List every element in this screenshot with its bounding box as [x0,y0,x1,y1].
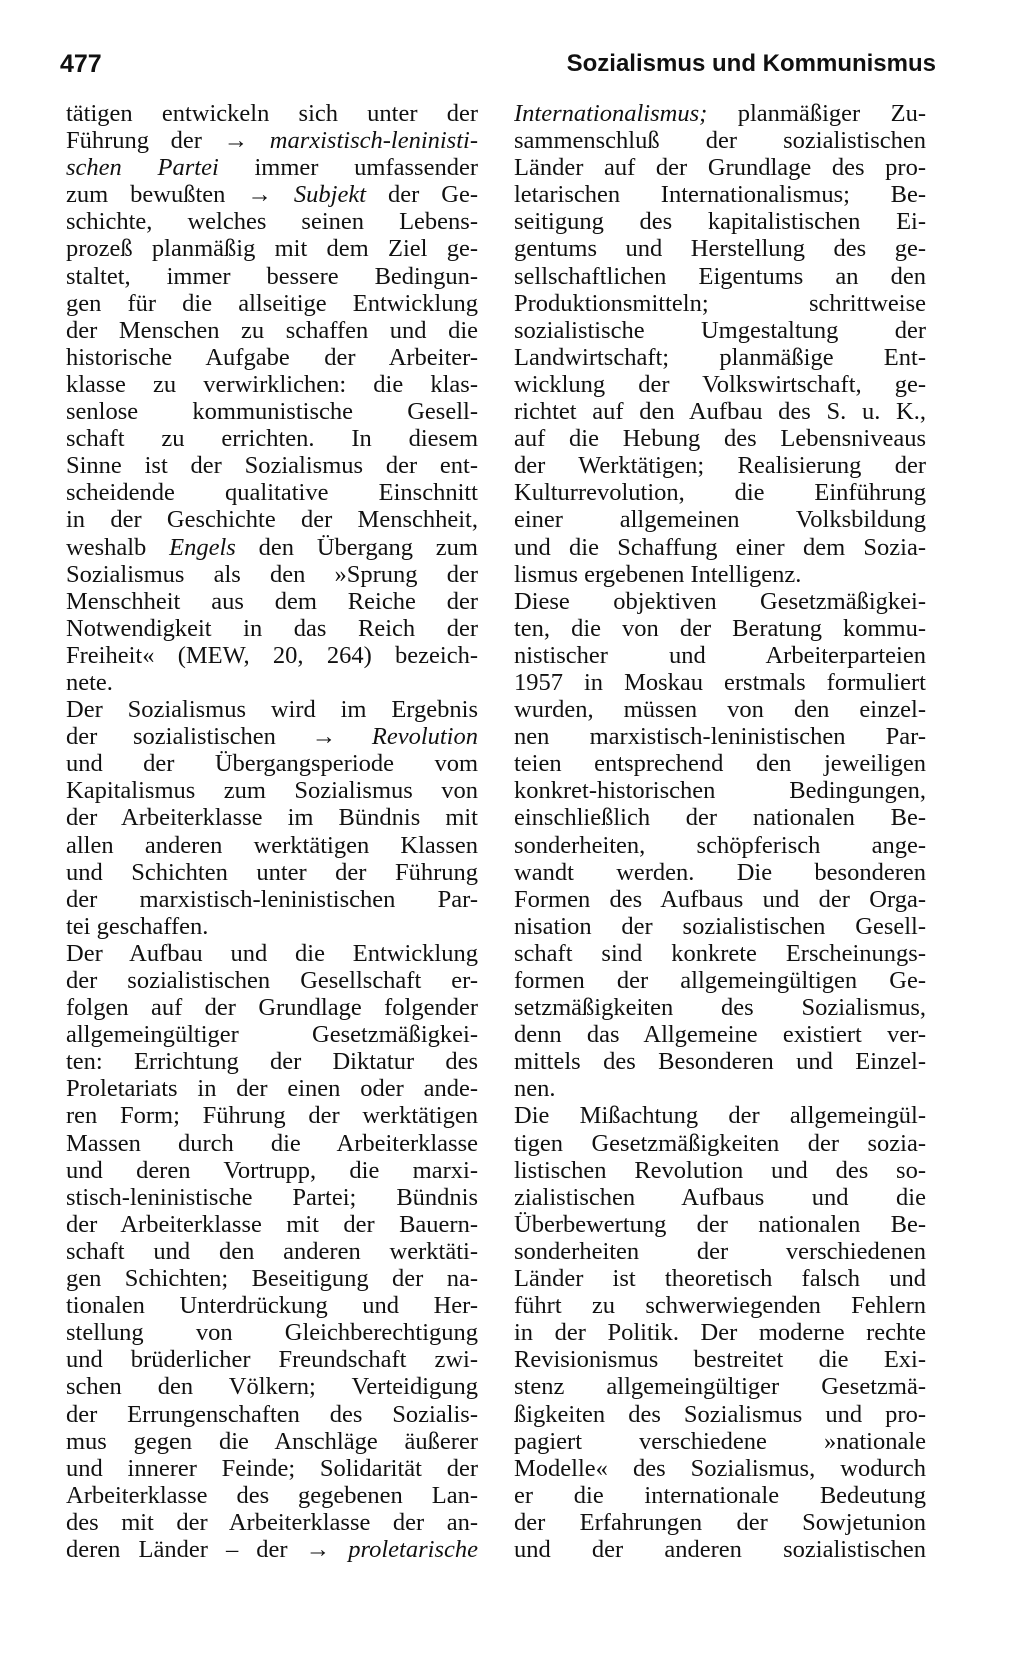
text-line: zum bewußten → Subjekt der Ge- [66,181,478,209]
text-line: sellschaftlichen Eigentums an den [514,262,926,290]
text-line: historische Aufgabe der Arbeiter- [66,343,478,371]
text-line: teien entsprechend den jeweiligen [514,750,926,778]
text-line: prozeß planmäßig mit dem Ziel ge- [66,235,478,263]
text-line: einer allgemeinen Volksbildung [514,506,926,534]
text-line: Freiheit« (MEW, 20, 264) bezeich- [66,641,478,669]
text-line: staltet, immer bessere Bedingun- [66,262,478,290]
text-line: scheidende qualitative Einschnitt [66,479,478,507]
text-line: wicklung der Volkswirtschaft, ge- [514,370,926,398]
text-line: stellung von Gleichberechtigung [66,1319,478,1347]
text-line: der sozialistischen → Revolution [66,723,478,751]
text-line: allen anderen werktätigen Klassen [66,831,478,859]
text-line: der sozialistischen Gesellschaft er- [66,967,478,994]
text-line: der Arbeiterklasse mit der Bauern- [66,1210,478,1238]
text-line: gen für die allseitige Entwicklung [66,289,478,317]
text-line: nen. [514,1075,556,1103]
text-line: folgen auf der Grundlage folgender [66,994,478,1022]
text-line: tei geschaffen. [66,912,209,940]
text-line: 1957 in Moskau erstmals formuliert [514,668,926,696]
text-line: Diese objektiven Gesetzmäßigkei- [514,587,926,615]
left-text-column [66,100,478,1563]
text-line: zialistischen Aufbaus und die [514,1183,926,1211]
text-line: ten: Errichtung der Diktatur des [66,1048,478,1076]
text-line: er die internationale Bedeutung [514,1481,926,1509]
text-line: allgemeingültiger Gesetzmäßigkei- [66,1021,478,1049]
text-line: Der Sozialismus wird im Ergebnis [66,696,478,724]
text-line: Proletariats in der einen oder ande- [66,1075,478,1103]
text-line: mittels des Besonderen und Einzel- [514,1048,926,1076]
text-line: stenz allgemeingültiger Gesetzmä- [514,1373,926,1401]
text-line: gen Schichten; Beseitigung der na- [66,1265,478,1293]
text-line: sonderheiten, schöpferisch ange- [514,831,926,859]
text-line: stisch-leninistische Partei; Bündnis [66,1183,478,1211]
text-line: der Errungenschaften des Sozialis- [66,1400,478,1428]
text-line: Notwendigkeit in das Reich der [66,614,478,642]
text-line: und die Schaffung einer dem Sozia- [514,533,926,561]
text-line: lismus ergebenen Intelligenz. [514,560,802,588]
text-line: Der Aufbau und die Entwicklung [66,939,478,967]
text-line: Sozialismus als den »Sprung der [66,560,478,588]
text-line: ßigkeiten des Sozialismus und pro- [514,1400,926,1428]
text-line: listischen Revolution und des so- [514,1156,926,1184]
right-text-column [514,100,926,1563]
text-line: der Erfahrungen der Sowjetunion [514,1508,926,1536]
text-line: wurden, müssen von den einzel- [514,696,926,724]
text-line: Länder ist theoretisch falsch und [514,1265,926,1293]
text-line: setzmäßigkeiten des Sozialismus, [514,994,926,1022]
text-line: und deren Vortrupp, die marxi- [66,1156,478,1184]
text-line: richtet auf den Aufbau des S. u. K., [514,398,926,426]
text-line: schaft zu errichten. In diesem [66,425,478,453]
text-line: Die Mißachtung der allgemeingül- [514,1102,926,1130]
text-line: konkret-historischen Bedingungen, [514,777,926,805]
text-line: sozialistische Umgestaltung der [514,316,926,344]
text-line: des mit der Arbeiterklasse der an- [66,1508,478,1536]
text-line: schen den Völkern; Verteidigung [66,1373,478,1401]
text-line: in der Geschichte der Menschheit, [66,506,478,534]
text-line: und Schichten unter der Führung [66,858,478,886]
text-line: pagiert verschiedene »nationale [514,1427,926,1455]
text-line: tigen Gesetzmäßigkeiten der sozia- [514,1129,926,1157]
text-line: und der Übergangsperiode vom [66,750,478,778]
text-line: schen Partei immer umfassender [66,154,478,182]
text-line: senlose kommunistische Gesell- [66,398,478,426]
text-line: sonderheiten der verschiedenen [514,1237,926,1265]
text-line: der Menschen zu schaffen und die [66,316,478,344]
text-line: deren Länder – der → proletarische [66,1535,478,1563]
text-line: der Werktätigen; Realisierung der [514,452,926,480]
text-line: gentums und Herstellung des ge- [514,235,926,263]
text-line: der marxistisch-leninistischen Par- [66,885,478,913]
text-line: und brüderlicher Freundschaft zwi- [66,1346,478,1374]
page-number: 477 [60,50,102,78]
text-line: schaft sind konkrete Erscheinungs- [514,939,926,967]
text-line: mus gegen die Anschläge äußerer [66,1427,478,1455]
text-line: Menschheit aus dem Reiche der [66,587,478,615]
text-line: Kapitalismus zum Sozialismus von [66,777,478,805]
text-line: nistischer und Arbeiterparteien [514,641,926,669]
text-line: Internationalismus; planmäßiger Zu- [514,100,926,127]
text-line: nete. [66,668,113,696]
text-line: Revisionismus bestreitet die Exi- [514,1346,926,1374]
text-line: Modelle« des Sozialismus, wodurch [514,1454,926,1482]
text-line: schichte, welches seinen Lebens- [66,208,478,236]
text-line: der Arbeiterklasse im Bündnis mit [66,804,478,832]
text-line: nisation der sozialistischen Gesell- [514,912,926,940]
text-line: seitigung des kapitalistischen Ei- [514,208,926,236]
text-line: letarischen Internationalismus; Be- [514,181,926,209]
text-line: schaft und den anderen werktäti- [66,1237,478,1265]
text-line: tätigen entwickeln sich unter der [66,100,478,127]
text-line: formen der allgemeingültigen Ge- [514,967,926,994]
text-line: Massen durch die Arbeiterklasse [66,1129,478,1157]
text-line: Überbewertung der nationalen Be- [514,1210,926,1238]
text-line: weshalb Engels den Übergang zum [66,533,478,561]
text-line: einschließlich der nationalen Be- [514,804,926,832]
text-line: und der anderen sozialistischen [514,1535,926,1563]
text-line: Führung der → marxistisch-leninisti- [66,127,478,155]
text-line: Formen des Aufbaus und der Orga- [514,885,926,913]
text-line: in der Politik. Der moderne rechte [514,1319,926,1347]
text-line: ten, die von der Beratung kommu- [514,614,926,642]
text-line: Kulturrevolution, die Einführung [514,479,926,507]
text-line: nen marxistisch-leninistischen Par- [514,723,926,751]
text-line: ren Form; Führung der werktätigen [66,1102,478,1130]
text-line: auf die Hebung des Lebensniveaus [514,425,926,453]
running-head: Sozialismus und Kommunismus [566,50,936,77]
text-line: führt zu schwerwiegenden Fehlern [514,1292,926,1320]
text-line: Länder auf der Grundlage des pro- [514,154,926,182]
text-line: denn das Allgemeine existiert ver- [514,1021,926,1049]
text-line: sammenschluß der sozialistischen [514,127,926,155]
text-line: klasse zu verwirklichen: die klas- [66,370,478,398]
text-line: und innerer Feinde; Solidarität der [66,1454,478,1482]
text-line: Arbeiterklasse des gegebenen Lan- [66,1481,478,1509]
text-line: Sinne ist der Sozialismus der ent- [66,452,478,480]
text-line: Produktionsmitteln; schrittweise [514,289,926,317]
text-line: Landwirtschaft; planmäßige Ent- [514,343,926,371]
text-line: tionalen Unterdrückung und Her- [66,1292,478,1320]
text-line: wandt werden. Die besonderen [514,858,926,886]
